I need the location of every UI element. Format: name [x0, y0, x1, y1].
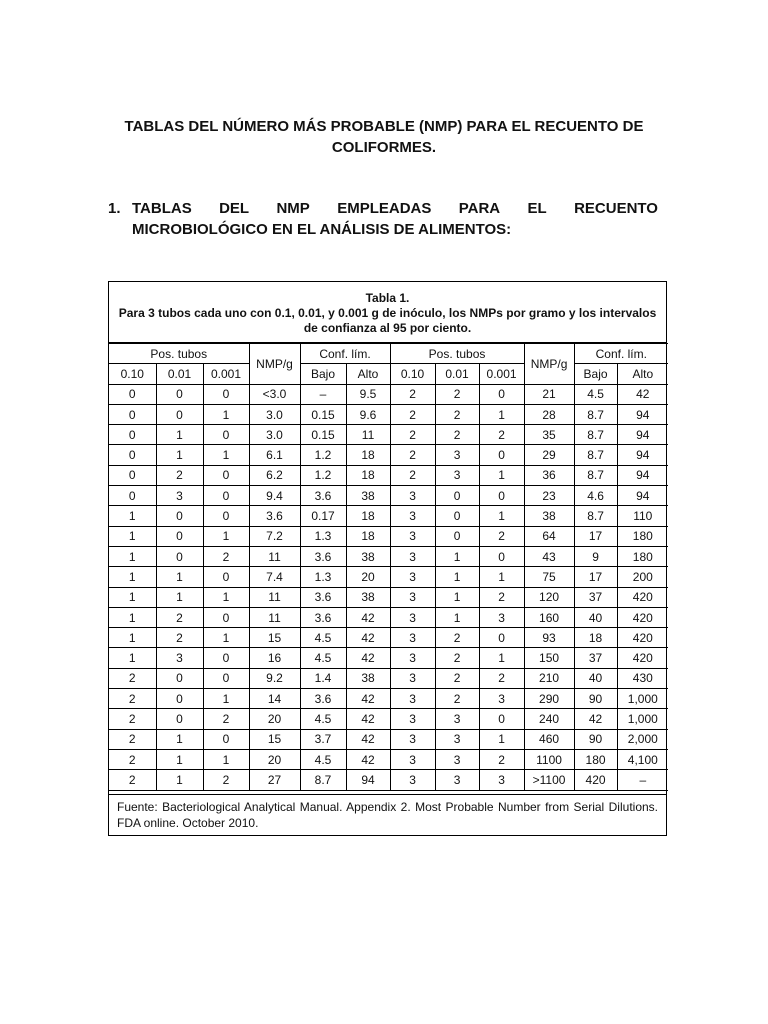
table-cell: 20	[346, 567, 390, 587]
table-cell: 6.2	[249, 465, 300, 485]
table-cell: 150	[524, 648, 574, 668]
table-cell: 0	[435, 526, 479, 546]
table-cell: 3	[390, 749, 435, 769]
subheader-0-10: 0.10	[109, 364, 156, 384]
table-cell: 16	[249, 648, 300, 668]
subheader-0-001: 0.001	[203, 364, 249, 384]
table-cell: 42	[346, 709, 390, 729]
table-cell: 93	[524, 628, 574, 648]
table-cell: 90	[574, 729, 617, 749]
table-cell: 9	[574, 546, 617, 566]
table-cell: 1	[109, 587, 156, 607]
table-cell: 1	[479, 465, 524, 485]
table-cell: 0	[435, 486, 479, 506]
table-cell: 3.0	[249, 425, 300, 445]
table-row	[109, 425, 668, 445]
table-cell: 2	[435, 689, 479, 709]
table-row	[109, 709, 668, 729]
table-cell: 0	[203, 607, 249, 627]
table-cell: 1100	[524, 749, 574, 769]
table-cell: 0	[156, 384, 203, 404]
table-row	[109, 465, 668, 485]
table-cell: 3	[390, 709, 435, 729]
table-cell: 2	[203, 709, 249, 729]
table-cell: 290	[524, 689, 574, 709]
table-cell: 0	[156, 506, 203, 526]
table-cell: 110	[617, 506, 668, 526]
table-cell: 0.17	[300, 506, 346, 526]
table-cell: 0	[479, 486, 524, 506]
table-cell: 1	[156, 729, 203, 749]
table-cell: 3	[435, 465, 479, 485]
table-cell: 2	[390, 465, 435, 485]
table-cell: 42	[346, 729, 390, 749]
table-cell: 430	[617, 668, 668, 688]
table-cell: 37	[574, 648, 617, 668]
table-cell: 0	[479, 546, 524, 566]
table-cell: 1	[156, 567, 203, 587]
table-cell: 1	[479, 404, 524, 424]
table-cell: 21	[524, 384, 574, 404]
table-cell: 2	[156, 607, 203, 627]
header-pos-tubos-right: Pos. tubos	[390, 344, 524, 364]
table-cell: 1.2	[300, 445, 346, 465]
subheader-0-01: 0.01	[156, 364, 203, 384]
table-cell: 18	[346, 465, 390, 485]
section-heading	[108, 198, 658, 240]
table-cell: 2	[479, 526, 524, 546]
table-cell: 1	[479, 648, 524, 668]
header-conf-lim-right: Conf. lím.	[574, 344, 668, 364]
table-cell: 2	[203, 546, 249, 566]
table-row	[109, 587, 668, 607]
table-cell: 160	[524, 607, 574, 627]
table-cell: 0	[156, 689, 203, 709]
table-cell: 1	[203, 689, 249, 709]
table-cell: 0	[479, 384, 524, 404]
table-cell: 1	[203, 628, 249, 648]
table-cell: 20	[249, 749, 300, 769]
table-cell: 4.5	[300, 648, 346, 668]
table-cell: 1,000	[617, 689, 668, 709]
table-cell: 11	[249, 607, 300, 627]
table-cell: 38	[346, 486, 390, 506]
table-cell: 2	[390, 425, 435, 445]
table-cell: 3	[479, 689, 524, 709]
table-cell: 28	[524, 404, 574, 424]
table-cell: 1	[109, 546, 156, 566]
table-cell: 420	[617, 628, 668, 648]
table-cell: 9.2	[249, 668, 300, 688]
page-title	[100, 116, 668, 158]
section-heading-line-1	[132, 198, 658, 219]
table-cell: 1	[435, 546, 479, 566]
table-cell: 2	[479, 668, 524, 688]
table-cell: 1	[479, 729, 524, 749]
table-cell: –	[617, 770, 668, 790]
table-cell: 18	[346, 506, 390, 526]
table-cell: 1.2	[300, 465, 346, 485]
page-title-line-2: COLIFORMES.	[331, 139, 437, 156]
heading-word: EMPLEADAS	[337, 200, 432, 217]
table-row	[109, 486, 668, 506]
subheader-0-10: 0.10	[390, 364, 435, 384]
table-cell: 11	[249, 587, 300, 607]
table-cell: 3	[390, 567, 435, 587]
table-cell: 2	[109, 749, 156, 769]
table-row	[109, 404, 668, 424]
table-cell: 94	[617, 486, 668, 506]
table-cell: 0	[109, 465, 156, 485]
table-cell: 90	[574, 689, 617, 709]
table-cell: 4.5	[574, 384, 617, 404]
table-cell: 6.1	[249, 445, 300, 465]
table-cell: 8.7	[574, 445, 617, 465]
table-cell: 40	[574, 607, 617, 627]
table-cell: 9.4	[249, 486, 300, 506]
table-cell: 1	[435, 567, 479, 587]
table-cell: 2,000	[617, 729, 668, 749]
table-cell: 0	[203, 648, 249, 668]
table-cell: 0	[203, 729, 249, 749]
table-cell: 75	[524, 567, 574, 587]
table-cell: 38	[346, 587, 390, 607]
table-cell: 0	[479, 709, 524, 729]
table-cell: 210	[524, 668, 574, 688]
subheader-0-001: 0.001	[479, 364, 524, 384]
page-title-line-1: TABLAS DEL NÚMERO MÁS PROBABLE (NMP) PARA EL RECUENTO DE	[124, 118, 644, 135]
table-cell: 18	[574, 628, 617, 648]
table-cell: 8.7	[574, 425, 617, 445]
table-cell: 1	[203, 749, 249, 769]
table-row	[109, 749, 668, 769]
table-cell: 2	[109, 689, 156, 709]
table-cell: 3	[390, 648, 435, 668]
table-cell: 0	[109, 384, 156, 404]
table-cell: 8.7	[574, 465, 617, 485]
header-nmp-left: NMP/g	[249, 344, 300, 385]
table-cell: 420	[574, 770, 617, 790]
heading-word: PARA	[458, 200, 501, 217]
table-cell: 0	[203, 465, 249, 485]
table-cell: 2	[435, 648, 479, 668]
heading-word: TABLAS	[132, 200, 192, 217]
table-cell: 15	[249, 729, 300, 749]
table-row	[109, 770, 668, 790]
table-cell: 23	[524, 486, 574, 506]
table-cell: 2	[390, 404, 435, 424]
table-cell: 2	[203, 770, 249, 790]
table-cell: 1	[479, 506, 524, 526]
table-cell: 2	[479, 749, 524, 769]
table-cell: 2	[109, 668, 156, 688]
table-cell: 1	[109, 628, 156, 648]
table-cell: 4.5	[300, 628, 346, 648]
table-cell: 42	[574, 709, 617, 729]
table-cell: 2	[435, 404, 479, 424]
table-cell: 3	[390, 506, 435, 526]
table-cell: 4,100	[617, 749, 668, 769]
nmp-table	[109, 343, 668, 791]
table-cell: 9.5	[346, 384, 390, 404]
table-cell: 3	[435, 770, 479, 790]
table-cell: 38	[346, 668, 390, 688]
table-row	[109, 668, 668, 688]
table-cell: 2	[390, 384, 435, 404]
table-cell: 11	[249, 546, 300, 566]
heading-word: DEL	[219, 200, 250, 217]
table-cell: 3	[435, 709, 479, 729]
table-cell: 38	[524, 506, 574, 526]
table-cell: 2	[435, 425, 479, 445]
table-cell: 35	[524, 425, 574, 445]
table-cell: 3	[156, 486, 203, 506]
table-row	[109, 506, 668, 526]
table-caption-text: Para 3 tubos cada uno con 0.1, 0.01, y 0.001 g de inóculo, los NMPs por gramo y los intervalos de confianza al 95 por ciento.	[118, 306, 657, 335]
table-cell: 0	[203, 384, 249, 404]
table-cell: 0	[203, 425, 249, 445]
table-cell: 8.7	[574, 506, 617, 526]
table-cell: 460	[524, 729, 574, 749]
table-cell: 1	[109, 526, 156, 546]
table-cell: 1	[109, 567, 156, 587]
table-cell: 3	[435, 749, 479, 769]
table-cell: 3	[390, 546, 435, 566]
header-conf-lim-left: Conf. lím.	[300, 344, 390, 364]
table-cell: 7.4	[249, 567, 300, 587]
section-heading-line-2: MICROBIOLÓGICO EN EL ANÁLISIS DE ALIMENTOS:	[132, 221, 512, 238]
table-row	[109, 607, 668, 627]
table-cell: 1	[203, 526, 249, 546]
table-row	[109, 628, 668, 648]
table-cell: 0	[109, 445, 156, 465]
table-source: Fuente: Bacteriological Analytical Manual. Appendix 2. Most Probable Number from Serial Dilutions. FDA online. October 2010.	[117, 799, 658, 830]
table-cell: 0	[109, 486, 156, 506]
subheader-0-01: 0.01	[435, 364, 479, 384]
table-row	[109, 689, 668, 709]
table-cell: 3	[435, 729, 479, 749]
table-cell: 1	[435, 587, 479, 607]
table-cell: 1	[203, 587, 249, 607]
table-cell: 3	[390, 587, 435, 607]
table-cell: 180	[574, 749, 617, 769]
table-cell: 0	[156, 709, 203, 729]
table-cell: 64	[524, 526, 574, 546]
table-cell: 4.5	[300, 749, 346, 769]
table-cell: 3	[156, 648, 203, 668]
table-cell: 7.2	[249, 526, 300, 546]
heading-word: RECUENTO	[574, 200, 658, 217]
table-cell: 1,000	[617, 709, 668, 729]
table-cell: 42	[346, 648, 390, 668]
table-cell: 1	[156, 749, 203, 769]
table-cell: 94	[617, 425, 668, 445]
table-cell: 0	[479, 445, 524, 465]
table-caption-title: Tabla 1.	[365, 291, 410, 305]
table-cell: 38	[346, 546, 390, 566]
table-cell: 0	[203, 567, 249, 587]
table-cell: 0	[109, 425, 156, 445]
table-cell: 1	[203, 404, 249, 424]
table-cell: 180	[617, 526, 668, 546]
table-cell: 1	[203, 445, 249, 465]
table-cell: 14	[249, 689, 300, 709]
table-cell: 1	[479, 567, 524, 587]
table-cell: 1	[156, 445, 203, 465]
table-cell: 3.6	[249, 506, 300, 526]
table-cell: 0.15	[300, 425, 346, 445]
table-cell: 17	[574, 526, 617, 546]
table-cell: 1	[435, 607, 479, 627]
table-cell: 1	[156, 425, 203, 445]
table-cell: 1	[156, 587, 203, 607]
table-row	[109, 567, 668, 587]
table-cell: 2	[435, 668, 479, 688]
table-cell: 0	[156, 546, 203, 566]
table-cell: 2	[109, 770, 156, 790]
table-cell: 3	[390, 526, 435, 546]
table-cell: 2	[156, 465, 203, 485]
table-row	[109, 445, 668, 465]
table-cell: 42	[617, 384, 668, 404]
table-cell: 420	[617, 607, 668, 627]
table-cell: 3.6	[300, 689, 346, 709]
table-cell: 3	[390, 607, 435, 627]
heading-word: EL	[527, 200, 547, 217]
table-cell: 94	[617, 465, 668, 485]
table-cell: 2	[109, 709, 156, 729]
table-cell: 27	[249, 770, 300, 790]
table-cell: 3.6	[300, 587, 346, 607]
table-cell: 420	[617, 648, 668, 668]
table-cell: 2	[156, 628, 203, 648]
table-cell: 0	[479, 628, 524, 648]
table-cell: 1.4	[300, 668, 346, 688]
table-cell: 3	[390, 486, 435, 506]
table-cell: 4.5	[300, 709, 346, 729]
table-cell: 1	[156, 770, 203, 790]
table-cell: 420	[617, 587, 668, 607]
table-cell: 42	[346, 689, 390, 709]
table-cell: 40	[574, 668, 617, 688]
table-cell: 4.6	[574, 486, 617, 506]
table-cell: 1.3	[300, 567, 346, 587]
heading-word: NMP	[276, 200, 310, 217]
table-cell: 0	[156, 526, 203, 546]
table-cell: 240	[524, 709, 574, 729]
table-cell: 3.0	[249, 404, 300, 424]
table-cell: 2	[479, 587, 524, 607]
table-cell: 15	[249, 628, 300, 648]
table-cell: >1100	[524, 770, 574, 790]
table-cell: 2	[109, 729, 156, 749]
table-cell: 3	[435, 445, 479, 465]
table-cell: 18	[346, 445, 390, 465]
table-body	[109, 384, 668, 790]
table-cell: 42	[346, 607, 390, 627]
table-cell: 11	[346, 425, 390, 445]
table-caption	[109, 282, 666, 343]
table-cell: 2	[435, 384, 479, 404]
table-cell: 2	[479, 425, 524, 445]
table-cell: 0	[203, 506, 249, 526]
table-cell: 3.6	[300, 546, 346, 566]
subheader-bajo: Bajo	[300, 364, 346, 384]
table-cell: 3	[390, 729, 435, 749]
table-cell: 18	[346, 526, 390, 546]
table-cell: 2	[435, 628, 479, 648]
table-cell: 43	[524, 546, 574, 566]
table-cell: 1	[109, 648, 156, 668]
table-cell: 180	[617, 546, 668, 566]
table-cell: 3.6	[300, 607, 346, 627]
table-cell: 1	[109, 506, 156, 526]
table-cell: 3	[390, 689, 435, 709]
table-cell: 8.7	[300, 770, 346, 790]
table-cell: 0	[203, 486, 249, 506]
subheader-bajo: Bajo	[574, 364, 617, 384]
table-cell: 42	[346, 749, 390, 769]
table-cell: 200	[617, 567, 668, 587]
table-cell: 2	[390, 445, 435, 465]
subheader-alto: Alto	[346, 364, 390, 384]
table-cell: 0	[203, 668, 249, 688]
table-cell: <3.0	[249, 384, 300, 404]
table-cell: 17	[574, 567, 617, 587]
table-cell: 1.3	[300, 526, 346, 546]
table-row	[109, 384, 668, 404]
table-cell: 94	[617, 404, 668, 424]
nmp-table-box	[108, 281, 667, 836]
table-cell: 0	[109, 404, 156, 424]
table-cell: 42	[346, 628, 390, 648]
table-cell: 1	[109, 607, 156, 627]
table-cell: 20	[249, 709, 300, 729]
table-cell: 0	[156, 668, 203, 688]
header-nmp-right: NMP/g	[524, 344, 574, 385]
table-row	[109, 526, 668, 546]
table-row	[109, 546, 668, 566]
table-cell: 36	[524, 465, 574, 485]
table-cell: 3.7	[300, 729, 346, 749]
table-cell: 94	[617, 445, 668, 465]
table-cell: 3.6	[300, 486, 346, 506]
table-cell: 3	[390, 628, 435, 648]
table-cell: 9.6	[346, 404, 390, 424]
table-cell: 94	[346, 770, 390, 790]
section-number: 1.	[108, 200, 121, 217]
table-cell: 0.15	[300, 404, 346, 424]
table-row	[109, 648, 668, 668]
table-cell: 3	[479, 770, 524, 790]
subheader-alto: Alto	[617, 364, 668, 384]
table-cell: 3	[390, 668, 435, 688]
table-cell: 0	[156, 404, 203, 424]
table-cell: 29	[524, 445, 574, 465]
header-pos-tubos-left: Pos. tubos	[109, 344, 249, 364]
table-cell: 3	[390, 770, 435, 790]
table-cell: 3	[479, 607, 524, 627]
table-cell: 8.7	[574, 404, 617, 424]
table-row	[109, 729, 668, 749]
table-cell: 120	[524, 587, 574, 607]
table-cell: –	[300, 384, 346, 404]
table-cell: 0	[435, 506, 479, 526]
table-cell: 37	[574, 587, 617, 607]
